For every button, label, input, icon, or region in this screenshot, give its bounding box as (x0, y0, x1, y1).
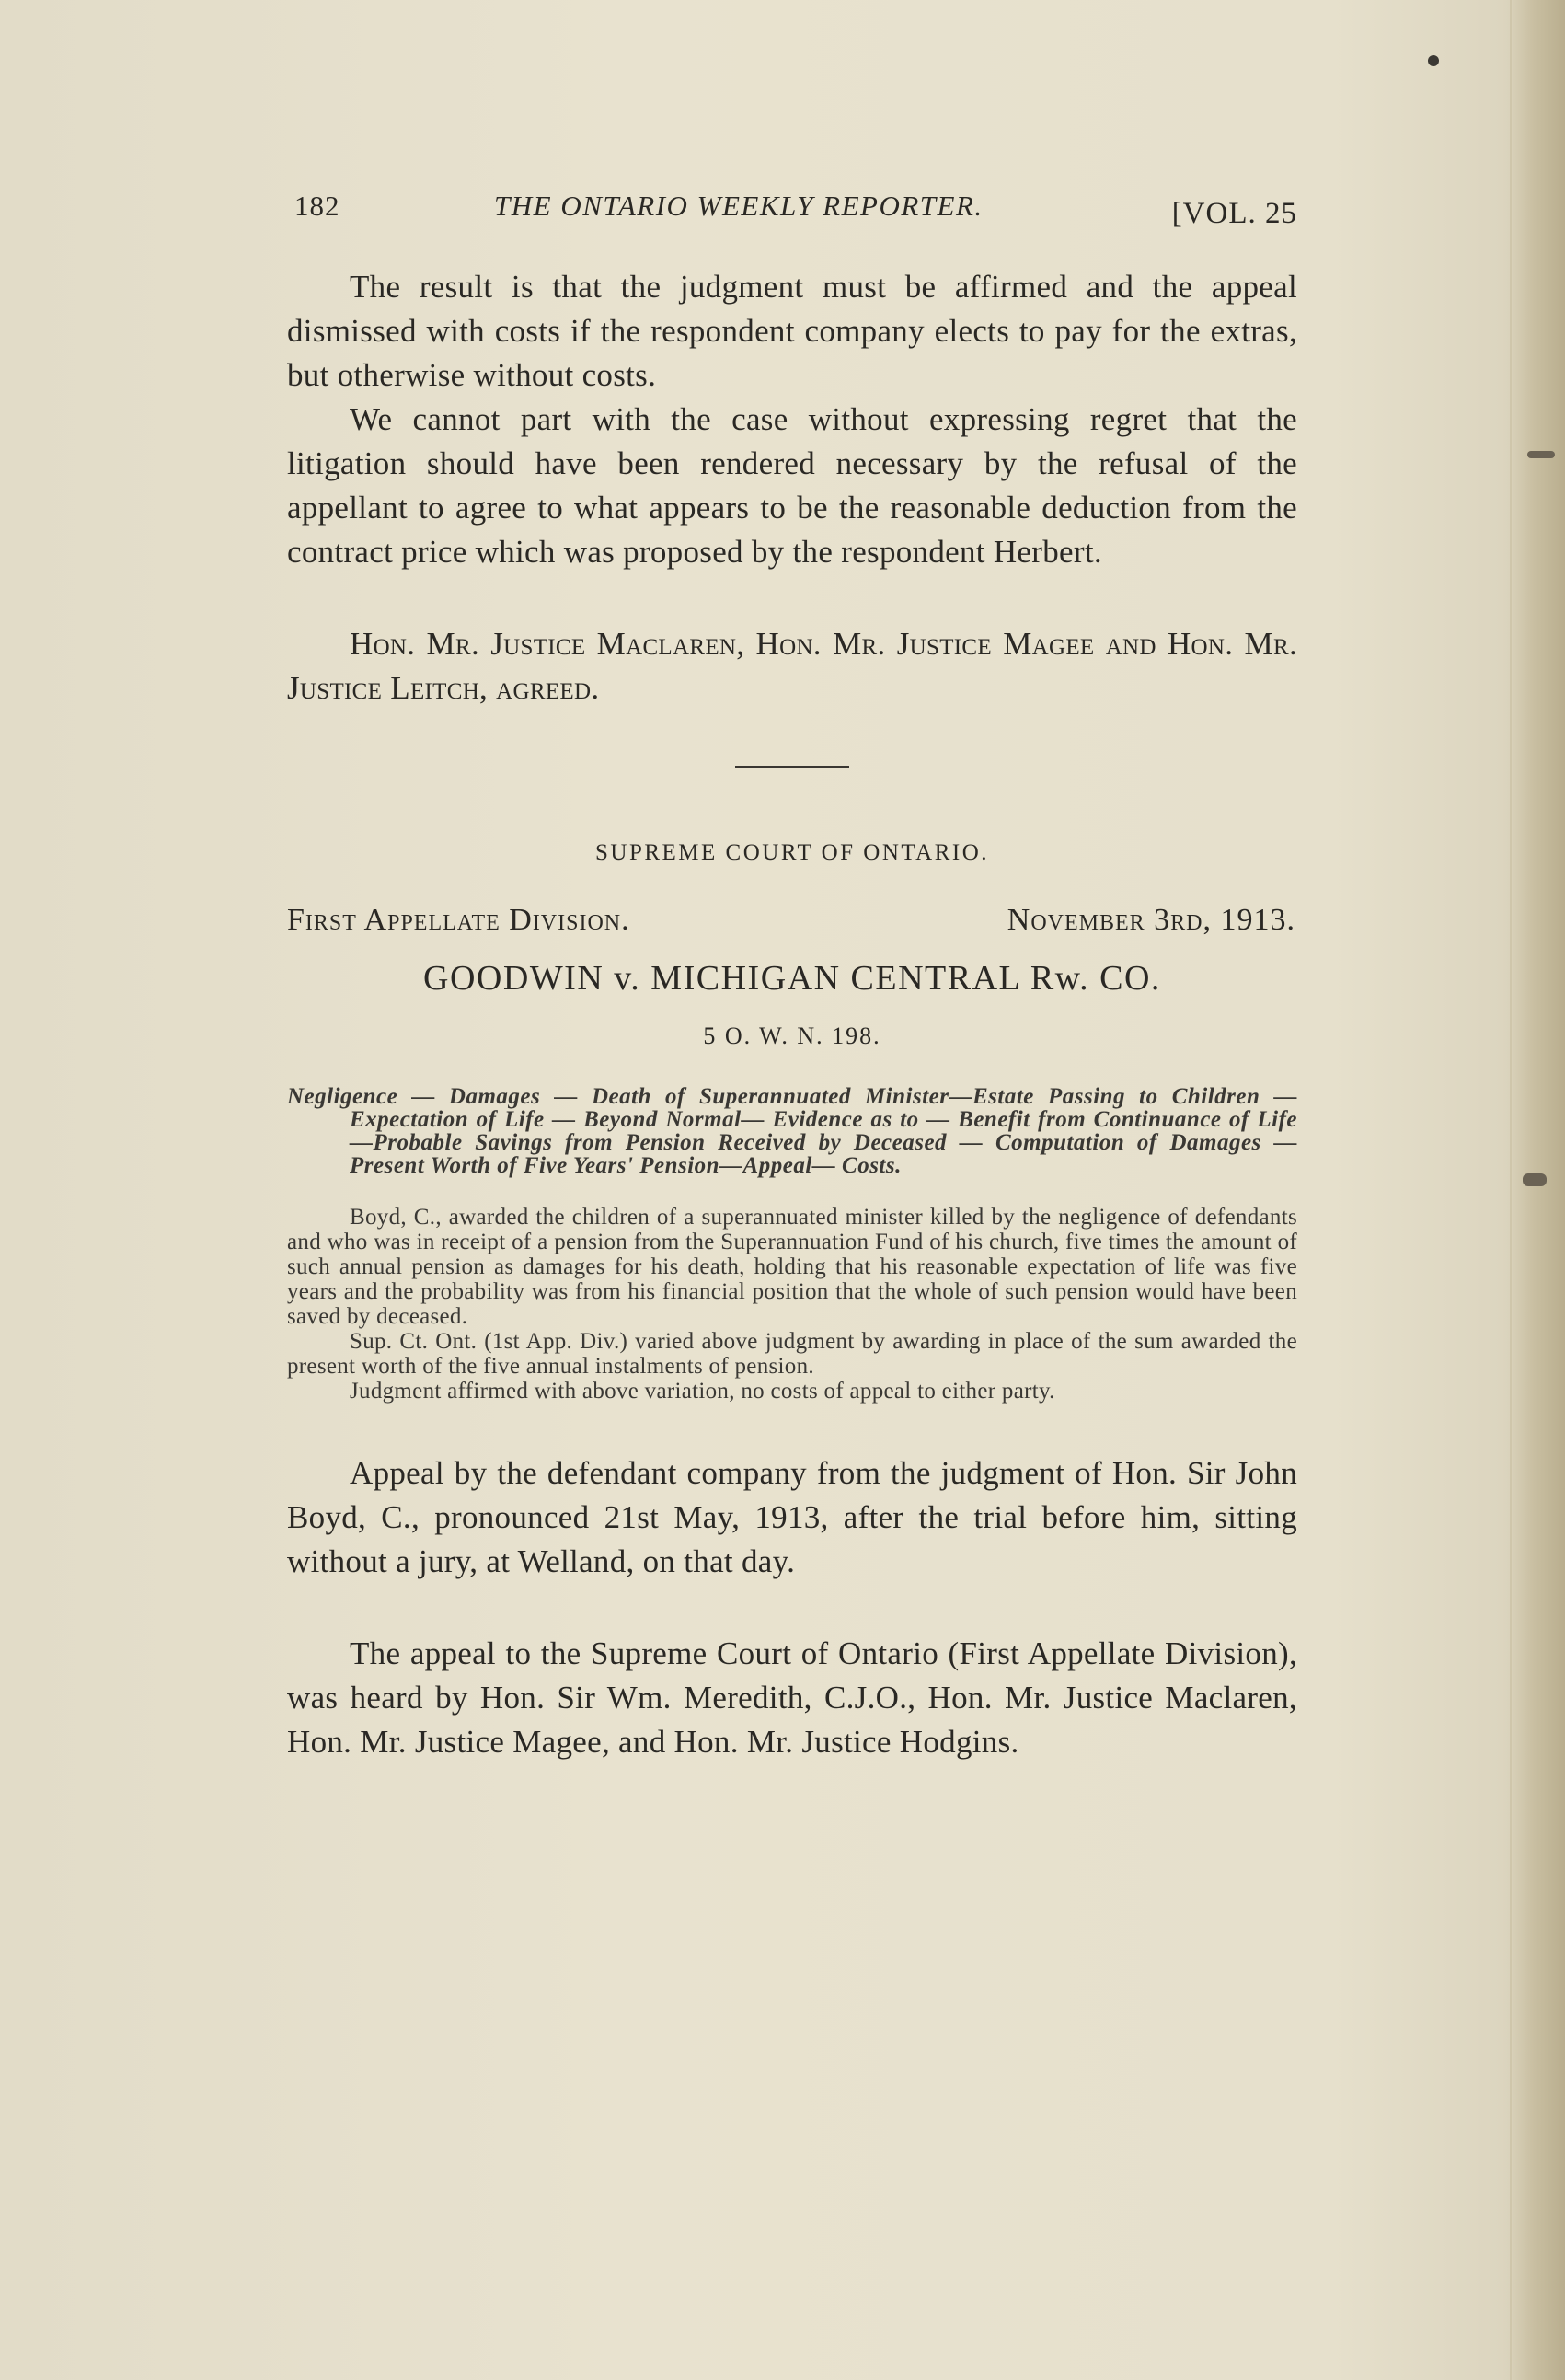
headnote: Negligence — Damages — Death of Superannuated Minister—Estate Passing to Children — Expectation of Life — Beyond Normal— Evidence as to — Benefit from Continuance of Life—Probable Savings from Pension Received by Deceased — Computation of Damages — Present Worth of Five Years' Pension—Appeal— Costs. (287, 1084, 1297, 1178)
journal-title: THE ONTARIO WEEKLY REPORTER. (494, 190, 984, 222)
volume-label: [VOL. 25 (1171, 197, 1297, 230)
case-summary (287, 1205, 1297, 1404)
hearing-paragraph: The appeal to the Supreme Court of Ontario (First Appellate Division), was heard by Hon. Sir Wm. Meredith, C.J.O., Hon. Mr. Justice Maclaren, Hon. Mr. Justice Magee, and Hon. Mr. Justice Hodgins. (287, 1635, 1297, 1760)
decision-date: November 3rd, 1913. (1007, 903, 1295, 937)
regret-paragraph: We cannot part with the case without expressing regret that the litigation should have been rendered necessary by the refusal of the appellant to agree to what appears to be the reasonable deduction from the contract price which was proposed by the respondent Herbert. (287, 401, 1297, 570)
summary-paragraph: Judgment affirmed with above variation, no costs of appeal to either party. (350, 1379, 1055, 1404)
ink-speck (1428, 55, 1439, 66)
summary-paragraph: Sup. Ct. Ont. (1st App. Div.) varied above judgment by awarding in place of the sum awarded the present worth of the five annual instalments of pension. (287, 1329, 1297, 1379)
section-divider (735, 766, 849, 768)
ink-speck (1527, 451, 1555, 458)
case-citation: 5 O. W. N. 198. (703, 1022, 881, 1049)
ink-speck (1523, 1173, 1547, 1186)
page-edge (1510, 0, 1565, 2380)
summary-paragraph: Boyd, C., awarded the children of a superannuated minister killed by the negligence of defendants and who was in receipt of a pension from the Superannuation Fund of his church, five times the amount of such annual pension as damages for his death, holding that his reasonable expectation of life was five years and the probability was from his financial position that the whole of such pension would have been saved by deceased. (287, 1205, 1297, 1329)
division-date-row (287, 903, 1297, 949)
division-name: First Appellate Division. (287, 903, 630, 937)
court-name: SUPREME COURT OF ONTARIO. (594, 840, 990, 865)
page-content (287, 184, 1297, 1764)
case-title: GOODWIN v. MICHIGAN CENTRAL Rw. CO. (423, 959, 1161, 998)
page-number: 182 (294, 190, 340, 222)
appeal-paragraph: Appeal by the defendant company from the judgment of Hon. Sir John Boyd, C., pronounced 21st May, 1913, after the trial before him, sitting without a jury, at Welland, on that day. (287, 1455, 1297, 1579)
conclusion-paragraph: The result is that the judgment must be affirmed and the appeal dismissed with costs if the respondent company elects to pay for the extras, but otherwise without costs. (287, 269, 1297, 393)
running-head (287, 184, 1297, 239)
concurring-judges: Hon. Mr. Justice Maclaren, Hon. Mr. Justice Magee and Hon. Mr. Justice Leitch, agreed. (287, 626, 1297, 706)
